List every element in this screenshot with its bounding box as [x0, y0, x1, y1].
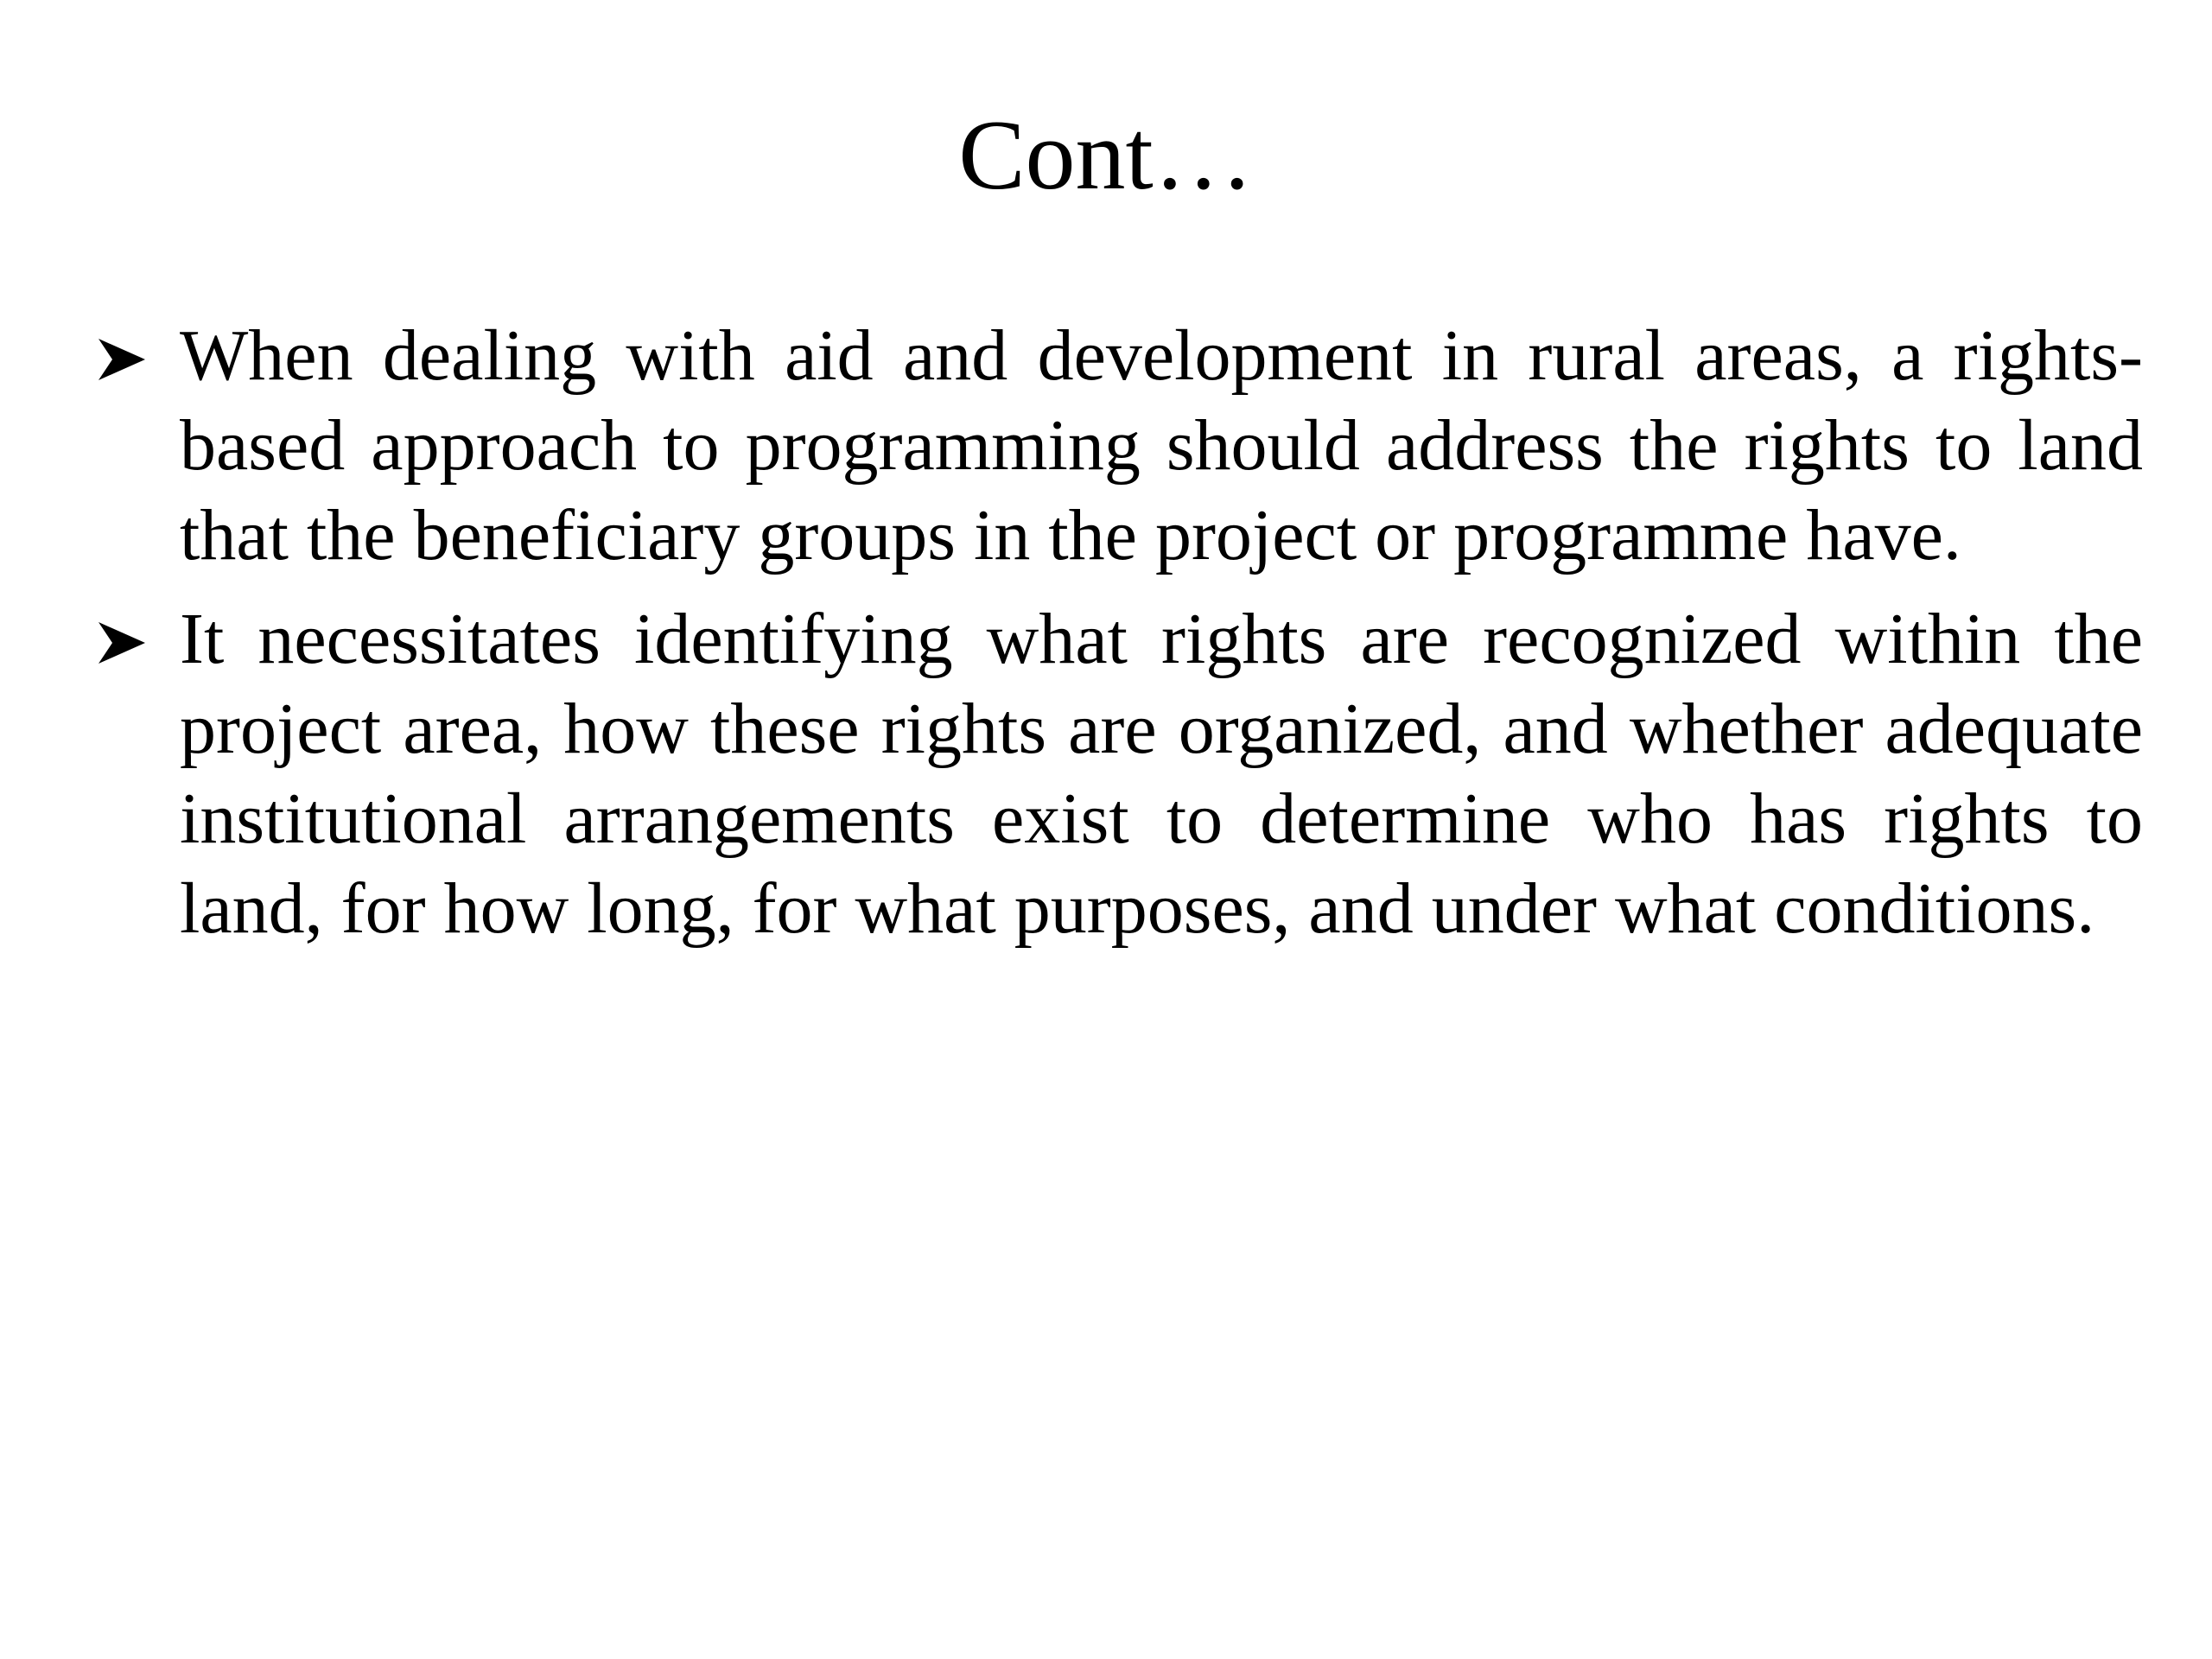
- bullet-text: When dealing with aid and development in rural areas, a rights-based approach to programming should address the rights to land that the beneficiary groups in the project or programme have.: [180, 315, 2143, 575]
- slide-title: Cont…: [958, 100, 1254, 211]
- arrowhead-bullet-icon: [95, 619, 149, 667]
- bullet-item: [95, 311, 2143, 581]
- bullet-text: It necessitates identifying what rights are recognized within the project area, how these rights are organized, and whether adequate institutional arrangements exist to determine who has rights to land, for how long, for what purposes, and under what conditions.: [180, 599, 2143, 949]
- bullet-item: [95, 594, 2143, 954]
- arrowhead-bullet-icon: [95, 335, 149, 384]
- bullet-list: [95, 311, 2143, 968]
